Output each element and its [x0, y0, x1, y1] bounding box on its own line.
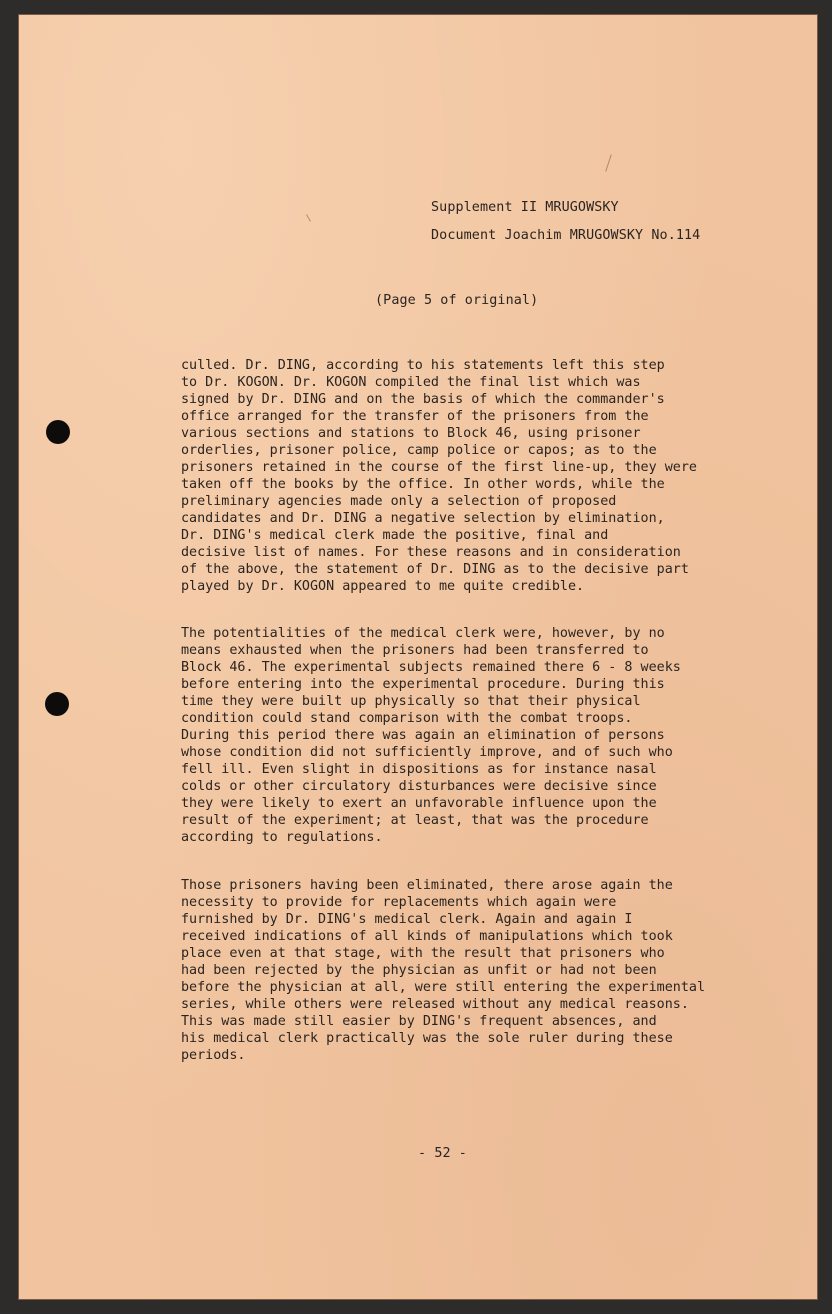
text-line: colds or other circulatory disturbances were decisive since [181, 779, 657, 794]
text-line: taken off the books by the office. In other words, while the [181, 477, 665, 492]
document-page [18, 14, 818, 1300]
text-line: office arranged for the transfer of the prisoners from the [181, 409, 649, 424]
paper-mark [306, 214, 311, 221]
supplement-heading: Supplement II MRUGOWSKY [431, 200, 619, 215]
text-line: before the physician at all, were still entering the experimental [181, 980, 706, 995]
text-line: result of the experiment; at least, that was the procedure [181, 813, 649, 828]
paragraph-2 [181, 625, 681, 846]
text-line: time they were built up physically so that their physical [181, 694, 641, 709]
text-line: means exhausted when the prisoners had been transferred to [181, 643, 649, 658]
text-line: The potentialities of the medical clerk were, however, by no [181, 626, 665, 641]
text-line: orderlies, prisoner police, camp police or capos; as to the [181, 443, 657, 458]
text-line: furnished by Dr. DING's medical clerk. Again and again I [181, 912, 633, 927]
paragraph-3 [181, 877, 705, 1064]
text-line: Dr. DING's medical clerk made the positive, final and [181, 528, 609, 543]
text-line: Block 46. The experimental subjects remained there 6 - 8 weeks [181, 660, 681, 675]
text-line: whose condition did not sufficiently improve, and of such who [181, 745, 673, 760]
page-number: - 52 - [418, 1146, 467, 1161]
text-line: decisive list of names. For these reasons and in consideration [181, 545, 681, 560]
text-line: played by Dr. KOGON appeared to me quite credible. [181, 579, 585, 594]
text-line: his medical clerk practically was the sole ruler during these [181, 1031, 673, 1046]
text-line: This was made still easier by DING's frequent absences, and [181, 1014, 657, 1029]
text-line: of the above, the statement of Dr. DING as to the decisive part [181, 562, 689, 577]
text-line: Those prisoners having been eliminated, there arose again the [181, 878, 673, 893]
punch-hole [46, 420, 70, 444]
text-line: various sections and stations to Block 46, using prisoner [181, 426, 641, 441]
text-line: preliminary agencies made only a selection of proposed [181, 494, 617, 509]
document-reference: Document Joachim MRUGOWSKY No.114 [431, 228, 701, 243]
text-line: signed by Dr. DING and on the basis of which the commander's [181, 392, 665, 407]
punch-hole [45, 692, 69, 716]
text-line: culled. Dr. DING, according to his statements left this step [181, 358, 665, 373]
text-line: to Dr. KOGON. Dr. KOGON compiled the final list which was [181, 375, 641, 390]
text-line: series, while others were released without any medical reasons. [181, 997, 689, 1012]
text-line: During this period there was again an elimination of persons [181, 728, 665, 743]
text-line: necessity to provide for replacements which again were [181, 895, 617, 910]
text-line: fell ill. Even slight in dispositions as for instance nasal [181, 762, 657, 777]
text-line: received indications of all kinds of manipulations which took [181, 929, 673, 944]
text-line: candidates and Dr. DING a negative selection by elimination, [181, 511, 665, 526]
text-line: periods. [181, 1048, 246, 1063]
text-line: place even at that stage, with the result that prisoners who [181, 946, 665, 961]
text-line: before entering into the experimental procedure. During this [181, 677, 665, 692]
text-line: prisoners retained in the course of the first line-up, they were [181, 460, 697, 475]
paragraph-1 [181, 357, 697, 595]
text-line: according to regulations. [181, 830, 383, 845]
paper-mark [605, 154, 612, 171]
text-line: they were likely to exert an unfavorable influence upon the [181, 796, 657, 811]
original-page-reference: (Page 5 of original) [375, 293, 539, 308]
text-line: condition could stand comparison with the combat troops. [181, 711, 633, 726]
text-line: had been rejected by the physician as unfit or had not been [181, 963, 657, 978]
